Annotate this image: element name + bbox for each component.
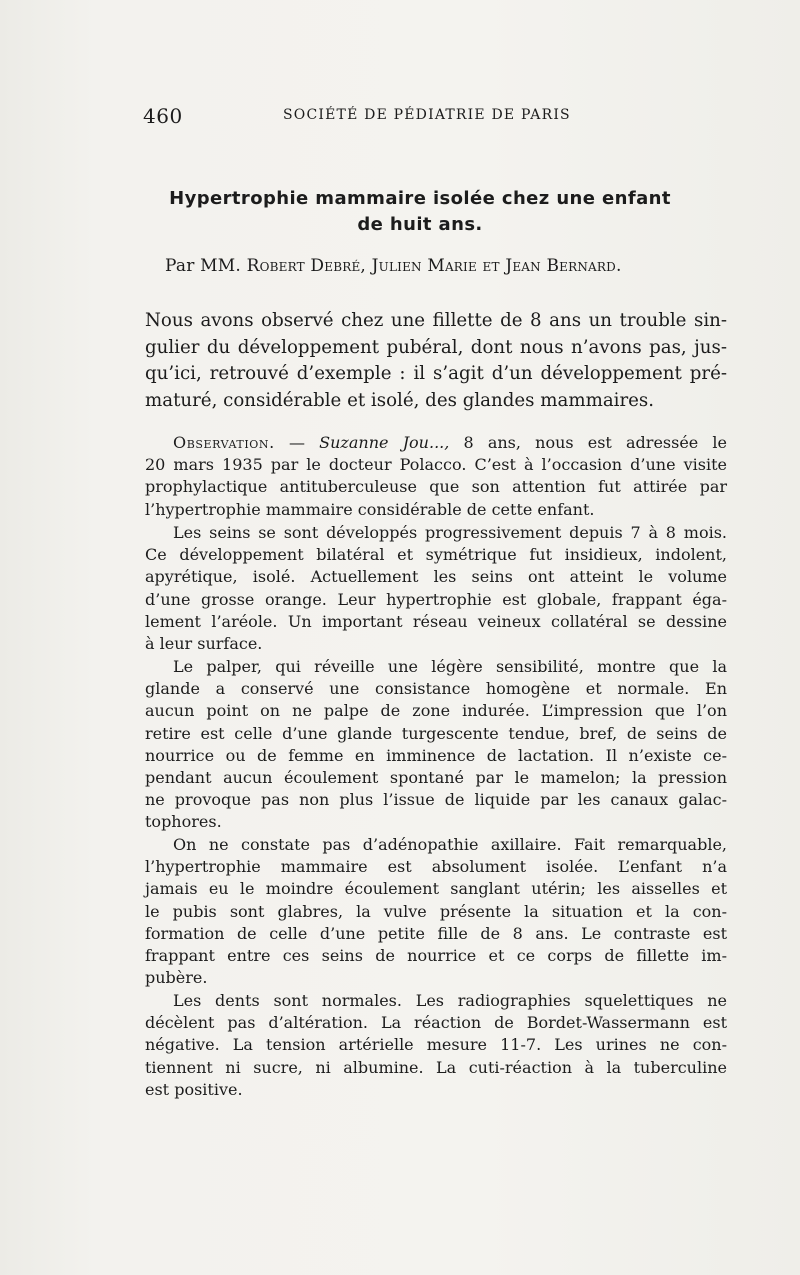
observation-dash: — [288, 433, 305, 452]
text-line: à leur surface. [145, 634, 263, 654]
byline-prefix: Par MM. [165, 256, 241, 276]
observation-paragraph-4 [145, 834, 727, 989]
text-line: négative. La tension artérielle mesure 11-7. Les urines ne con- [145, 1035, 727, 1055]
text-line: glande a conservé une consistance homogène et normale. En [145, 679, 727, 699]
article-title [150, 186, 690, 238]
text-line: Les dents sont normales. Les radiographies squelettiques ne [173, 991, 727, 1010]
text-line: prophylactique antituberculeuse que son attention fut attirée par [145, 477, 727, 497]
text-line: 20 mars 1935 par le docteur Polacco. C’est à l’occasion d’une visite [145, 455, 727, 475]
text-line: Le palper, qui réveille une légère sensibilité, montre que la [173, 657, 727, 676]
text-line: pendant aucun écoulement spontané par le mamelon; la pression [145, 768, 727, 788]
text-line: Les seins se sont développés progressivement depuis 7 à 8 mois. [173, 523, 727, 542]
author-byline [165, 256, 725, 276]
text-line: frappant entre ces seins de nourrice et ce corps de fillette im- [145, 946, 727, 966]
observation-first-line [145, 432, 727, 454]
text-line: jamais eu le moindre écoulement sanglant utérin; les aisselles et [145, 879, 727, 899]
text-line: aucun point on ne palpe de zone indurée. L’impression que l’on [145, 701, 727, 721]
text-line: gulier du développement pubéral, dont nous n’avons pas, jus- [145, 336, 727, 358]
text-line: tiennent ni sucre, ni albumine. La cuti-réaction à la tuberculine [145, 1057, 727, 1077]
text-line: l’hypertrophie mammaire considérable de cette enfant. [145, 499, 595, 519]
text-line: pubère. [145, 968, 208, 988]
text-line: Nous avons observé chez une fillette de 8 ans un trouble sin- [145, 310, 727, 331]
page-number: 460 [143, 104, 183, 128]
patient-name: Suzanne Jou..., [319, 433, 450, 452]
text-line: est positive. [145, 1079, 243, 1099]
author-names: Robert Debré, Julien Marie et Jean Bernard. [246, 256, 622, 276]
text-line: qu’ici, retrouvé d’exemple : il s’agit d’un développement pré- [145, 363, 727, 384]
text-line: décèlent pas d’altération. La réaction de Bordet-Wassermann est [145, 1013, 727, 1033]
intro-paragraph [145, 308, 727, 414]
observation-paragraph-5 [145, 990, 727, 1101]
observation-paragraph-1 [145, 432, 727, 521]
running-title: SOCIÉTÉ DE PÉDIATRIE DE PARIS [283, 107, 571, 123]
title-line-1: Hypertrophie mammaire isolée chez une enfant [169, 188, 671, 209]
observation-label: Observation. [173, 433, 275, 452]
observation-paragraph-3 [145, 656, 727, 834]
text-line: le pubis sont glabres, la vulve présente la situation et la con- [145, 901, 727, 921]
text-line: tophores. [145, 812, 222, 832]
running-head [143, 104, 733, 134]
text-line: formation de celle d’une petite fille de 8 ans. Le contraste est [145, 923, 727, 943]
text-line: l’hypertrophie mammaire est absolument isolée. L’enfant n’a [145, 857, 727, 877]
text-line: apyrétique, isolé. Actuellement les seins ont atteint le volume [145, 567, 727, 587]
observation-first-line-rest: 8 ans, nous est adressée le [463, 433, 728, 452]
observation-paragraph-2 [145, 522, 727, 655]
title-line-2: de huit ans. [357, 214, 483, 235]
text-line: lement l’aréole. Un important réseau veineux collatéral se dessine [145, 611, 727, 631]
text-line: On ne constate pas d’adénopathie axillaire. Fait remarquable, [173, 835, 727, 854]
text-line: d’une grosse orange. Leur hypertrophie est globale, frappant éga- [145, 589, 727, 609]
text-line: retire est celle d’une glande turgescente tendue, bref, de seins de [145, 723, 727, 743]
text-line: maturé, considérable et isolé, des glandes mammaires. [145, 389, 655, 411]
text-line: nourrice ou de femme en imminence de lactation. Il n’existe ce- [145, 745, 727, 765]
text-line: ne provoque pas non plus l’issue de liquide par les canaux galac- [145, 790, 727, 810]
text-line: Ce développement bilatéral et symétrique fut insidieux, indolent, [145, 545, 727, 565]
